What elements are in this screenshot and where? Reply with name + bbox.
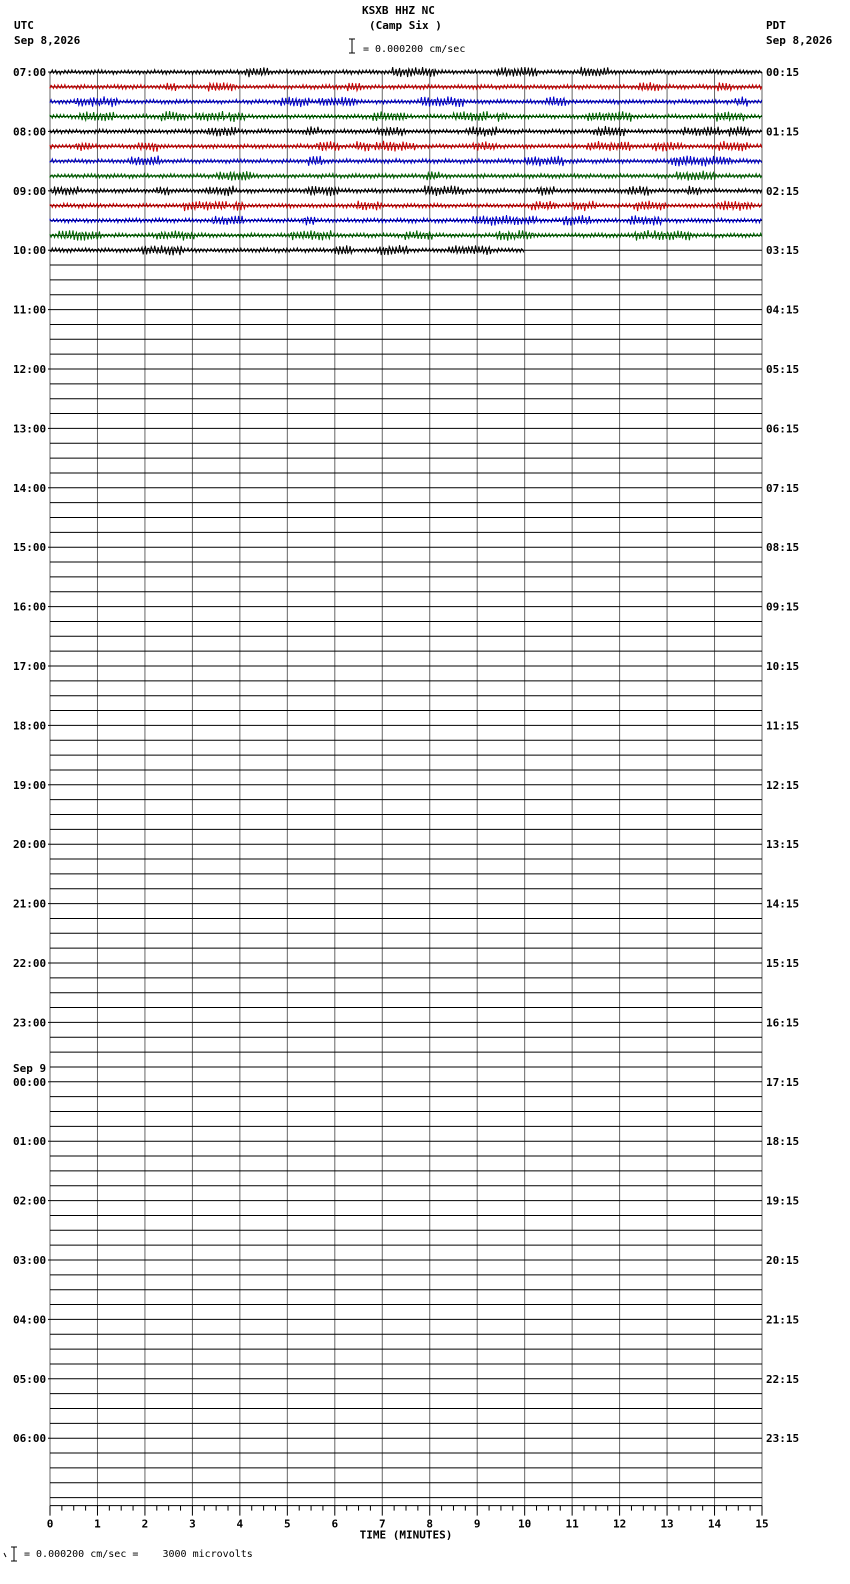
utc-hour-label: 05:00 xyxy=(13,1372,47,1386)
day-change-label: Sep 9 xyxy=(13,1061,47,1075)
time-axis xyxy=(47,1506,769,1542)
pdt-hour-label: 18:15 xyxy=(766,1135,800,1149)
utc-date-label: Sep 8,2026 xyxy=(14,34,81,47)
utc-hour-label: 11:00 xyxy=(13,303,47,317)
x-tick-label: 4 xyxy=(236,1517,244,1531)
footer-scale-note: = 0.000200 cm/sec = 3000 microvolts xyxy=(24,1549,253,1560)
pdt-hour-label: 23:15 xyxy=(766,1432,800,1446)
utc-hour-label: 04:00 xyxy=(13,1313,47,1327)
x-tick-label: 2 xyxy=(141,1517,149,1531)
utc-hour-label: 06:00 xyxy=(13,1432,47,1446)
pdt-hour-label: 02:15 xyxy=(766,184,800,198)
utc-hour-label: 09:00 xyxy=(13,184,47,198)
footer-scale-icon xyxy=(4,1547,17,1561)
pdt-hour-label: 12:15 xyxy=(766,778,800,792)
pdt-hour-label: 10:15 xyxy=(766,660,800,673)
station-title: KSXB HHZ NC xyxy=(362,4,435,17)
trace-07:30 xyxy=(50,96,762,107)
pdt-hour-label: 21:15 xyxy=(766,1313,800,1327)
utc-hour-label: 13:00 xyxy=(13,422,47,436)
chart-grid xyxy=(50,72,762,1506)
x-tick-label: 8 xyxy=(426,1517,434,1531)
utc-hour-label: 14:00 xyxy=(13,481,47,495)
x-tick-label: 3 xyxy=(189,1517,196,1531)
utc-hour-label: 00:00 xyxy=(13,1075,47,1089)
pdt-hour-label: 16:15 xyxy=(766,1016,800,1030)
utc-hour-label: 19:00 xyxy=(13,778,47,792)
x-tick-label: 13 xyxy=(660,1517,674,1531)
utc-hour-label: 07:00 xyxy=(13,66,47,79)
pdt-hour-label: 06:15 xyxy=(766,422,800,436)
x-tick-label: 14 xyxy=(707,1517,722,1531)
pdt-hour-label: 22:15 xyxy=(766,1372,800,1386)
pdt-zone-label: PDT xyxy=(766,19,786,32)
utc-hour-label: 03:00 xyxy=(13,1254,47,1267)
scale-bar-icon xyxy=(349,39,355,53)
utc-hour-label: 18:00 xyxy=(13,719,47,733)
scale-text: = 0.000200 cm/sec xyxy=(363,44,466,55)
x-tick-label: 10 xyxy=(518,1517,532,1531)
utc-hour-label: 22:00 xyxy=(13,957,47,970)
x-tick-label: 6 xyxy=(331,1517,339,1531)
pdt-hour-label: 19:15 xyxy=(766,1194,800,1208)
x-tick-label: 15 xyxy=(755,1517,769,1531)
x-axis-label: TIME (MINUTES) xyxy=(359,1528,453,1542)
pdt-hour-label: 17:15 xyxy=(766,1075,800,1089)
utc-hour-label: 17:00 xyxy=(13,660,47,673)
x-tick-label: 7 xyxy=(378,1517,386,1531)
pdt-hour-label: 09:15 xyxy=(766,600,800,614)
pdt-hour-label: 01:15 xyxy=(766,125,800,139)
x-tick-label: 1 xyxy=(94,1517,101,1531)
x-tick-label: 5 xyxy=(284,1517,291,1531)
x-tick-label: 9 xyxy=(473,1517,481,1531)
pdt-hour-label: 11:15 xyxy=(766,719,800,733)
pdt-hour-label: 07:15 xyxy=(766,481,800,495)
utc-hour-label: 21:00 xyxy=(13,897,47,911)
pdt-hour-label: 00:15 xyxy=(766,66,800,79)
utc-hour-label: 10:00 xyxy=(13,244,47,258)
pdt-hour-label: 20:15 xyxy=(766,1254,800,1267)
utc-zone-label: UTC xyxy=(14,19,34,32)
utc-hour-label: 12:00 xyxy=(13,363,47,376)
pdt-hour-label: 03:15 xyxy=(766,244,800,258)
utc-hour-label: 23:00 xyxy=(13,1016,47,1030)
pdt-hour-label: 04:15 xyxy=(766,303,800,317)
x-tick-label: 0 xyxy=(46,1517,54,1531)
pdt-hour-label: 15:15 xyxy=(766,957,800,970)
pdt-hour-label: 14:15 xyxy=(766,897,800,911)
utc-hour-label: 16:00 xyxy=(13,600,47,614)
pdt-hour-label: 13:15 xyxy=(766,838,800,852)
utc-hour-label: 20:00 xyxy=(13,838,47,852)
utc-hour-label: 02:00 xyxy=(13,1194,47,1208)
station-location: (Camp Six ) xyxy=(369,19,442,32)
utc-hour-label: 01:00 xyxy=(13,1135,47,1149)
pdt-date-label: Sep 8,2026 xyxy=(766,34,833,47)
x-tick-label: 12 xyxy=(612,1517,627,1531)
pdt-hour-label: 05:15 xyxy=(766,363,800,376)
pdt-hour-label: 08:15 xyxy=(766,541,800,555)
utc-hour-label: 08:00 xyxy=(13,125,47,139)
x-tick-label: 11 xyxy=(565,1517,579,1531)
utc-hour-label: 15:00 xyxy=(13,541,47,555)
